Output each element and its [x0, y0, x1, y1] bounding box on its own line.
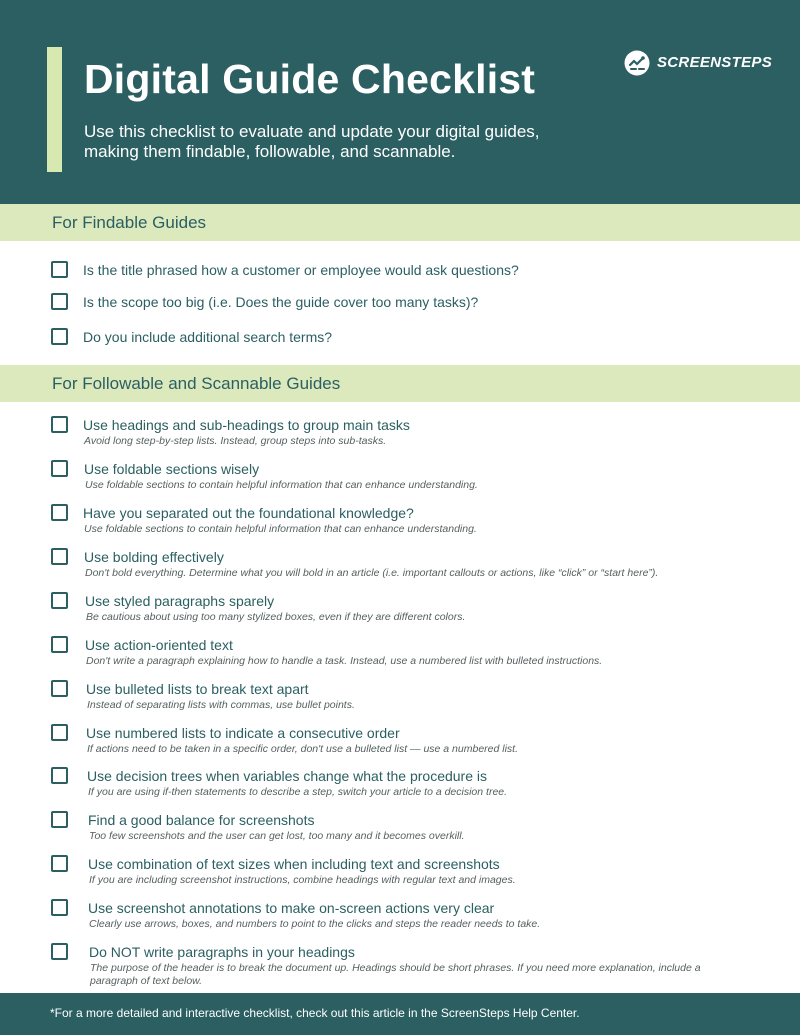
- checklist-item-label: Use action-oriented text: [85, 637, 233, 653]
- checklist-item-description: The purpose of the header is to break the document up. Headings should be short phrases. If you need more explanation, include a paragraph of text below.: [90, 962, 701, 987]
- checkbox[interactable]: [51, 261, 68, 278]
- checklist-item-label: Do NOT write paragraphs in your headings: [89, 944, 355, 960]
- checkbox[interactable]: [51, 504, 68, 521]
- section-title-followable: For Followable and Scannable Guides: [52, 374, 341, 393]
- checkbox[interactable]: [51, 943, 68, 960]
- checklist-item-description: Avoid long step-by-step lists. Instead, group steps into sub-tasks.: [84, 435, 387, 447]
- checkbox[interactable]: [51, 328, 68, 345]
- checkbox[interactable]: [51, 811, 68, 828]
- footer-banner: [0, 993, 800, 1035]
- checklist-item-label: Use headings and sub-headings to group main tasks: [83, 417, 410, 433]
- section-followable: [0, 365, 800, 402]
- checkbox[interactable]: [51, 460, 68, 477]
- footer-note: *For a more detailed and interactive checklist, check out this article in the ScreenSteps Help Center.: [50, 1006, 580, 1020]
- screensteps-logo: [624, 49, 772, 76]
- checklist-item-label: Do you include additional search terms?: [83, 329, 333, 345]
- checkbox[interactable]: [51, 855, 68, 872]
- checklist-item-label: Have you separated out the foundational knowledge?: [83, 505, 414, 521]
- checklist-item-description: If actions need to be taken in a specific order, don't use a bulleted list — use a numbered list.: [87, 743, 519, 755]
- checklist-item-description: Use foldable sections to contain helpful information that can enhance understanding.: [85, 479, 478, 491]
- checklist-item-description: Instead of separating lists with commas, use bullet points.: [87, 699, 355, 711]
- page-title: Digital Guide Checklist: [84, 56, 536, 102]
- checkbox[interactable]: [51, 767, 68, 784]
- checkbox[interactable]: [51, 680, 68, 697]
- checklist-item-label: Use screenshot annotations to make on-screen actions very clear: [88, 900, 495, 916]
- logo-text: SCREENSTEPS: [657, 54, 772, 71]
- checklist-item-description: Too few screenshots and the user can get lost, too many and it becomes overkill.: [89, 830, 465, 842]
- checklist-item-description: Be cautious about using too many stylized boxes, even if they are different colors.: [86, 611, 466, 623]
- checklist-item-label: Use decision trees when variables change what the procedure is: [87, 768, 488, 784]
- checklist-item-label: Use styled paragraphs sparely: [85, 593, 275, 609]
- checklist-item-label: Use numbered lists to indicate a consecutive order: [86, 725, 400, 741]
- checklist-item-label: Is the scope too big (i.e. Does the guide cover too many tasks)?: [83, 294, 479, 310]
- checklist-item-description: Don't bold everything. Determine what you will bold in an article (i.e. important callouts or actions, like “click” or “start here”).: [85, 567, 659, 579]
- checkbox[interactable]: [51, 636, 68, 653]
- checklist-item-label: Use bolding effectively: [84, 549, 224, 565]
- checkbox[interactable]: [51, 416, 68, 433]
- section-title-findable: For Findable Guides: [52, 213, 207, 232]
- screensteps-logo-icon: [624, 50, 650, 76]
- checklist-item-description: If you are including screenshot instructions, combine headings with regular text and images.: [89, 874, 516, 886]
- checkbox[interactable]: [51, 293, 68, 310]
- section-findable: [0, 204, 800, 241]
- checklist-item-label: Find a good balance for screenshots: [88, 812, 315, 828]
- checkbox[interactable]: [51, 592, 68, 609]
- checklist-item-description: If you are using if-then statements to describe a step, switch your article to a decision tree.: [88, 786, 508, 798]
- checklist-item-description: Use foldable sections to contain helpful information that can enhance understanding.: [84, 523, 477, 535]
- checklist-item-description: Clearly use arrows, boxes, and numbers to point to the clicks and steps the reader needs to take.: [89, 918, 541, 930]
- checkbox[interactable]: [51, 899, 68, 916]
- checklist-item-label: Use combination of text sizes when including text and screenshots: [88, 856, 500, 872]
- page-subtitle: Use this checklist to evaluate and update your digital guides, making them findable, followable, and scannable.: [84, 122, 540, 161]
- accent-bar: [47, 47, 62, 172]
- checklist-item-label: Use foldable sections wisely: [84, 461, 260, 477]
- checklist-item-description: Don't write a paragraph explaining how to handle a task. Instead, use a numbered list with bulleted instructions.: [86, 655, 603, 667]
- header-banner: [0, 0, 800, 204]
- checkbox[interactable]: [51, 548, 68, 565]
- checklist-item-label: Use bulleted lists to break text apart: [86, 681, 309, 697]
- checklist-item-label: Is the title phrased how a customer or employee would ask questions?: [83, 262, 519, 278]
- checkbox[interactable]: [51, 724, 68, 741]
